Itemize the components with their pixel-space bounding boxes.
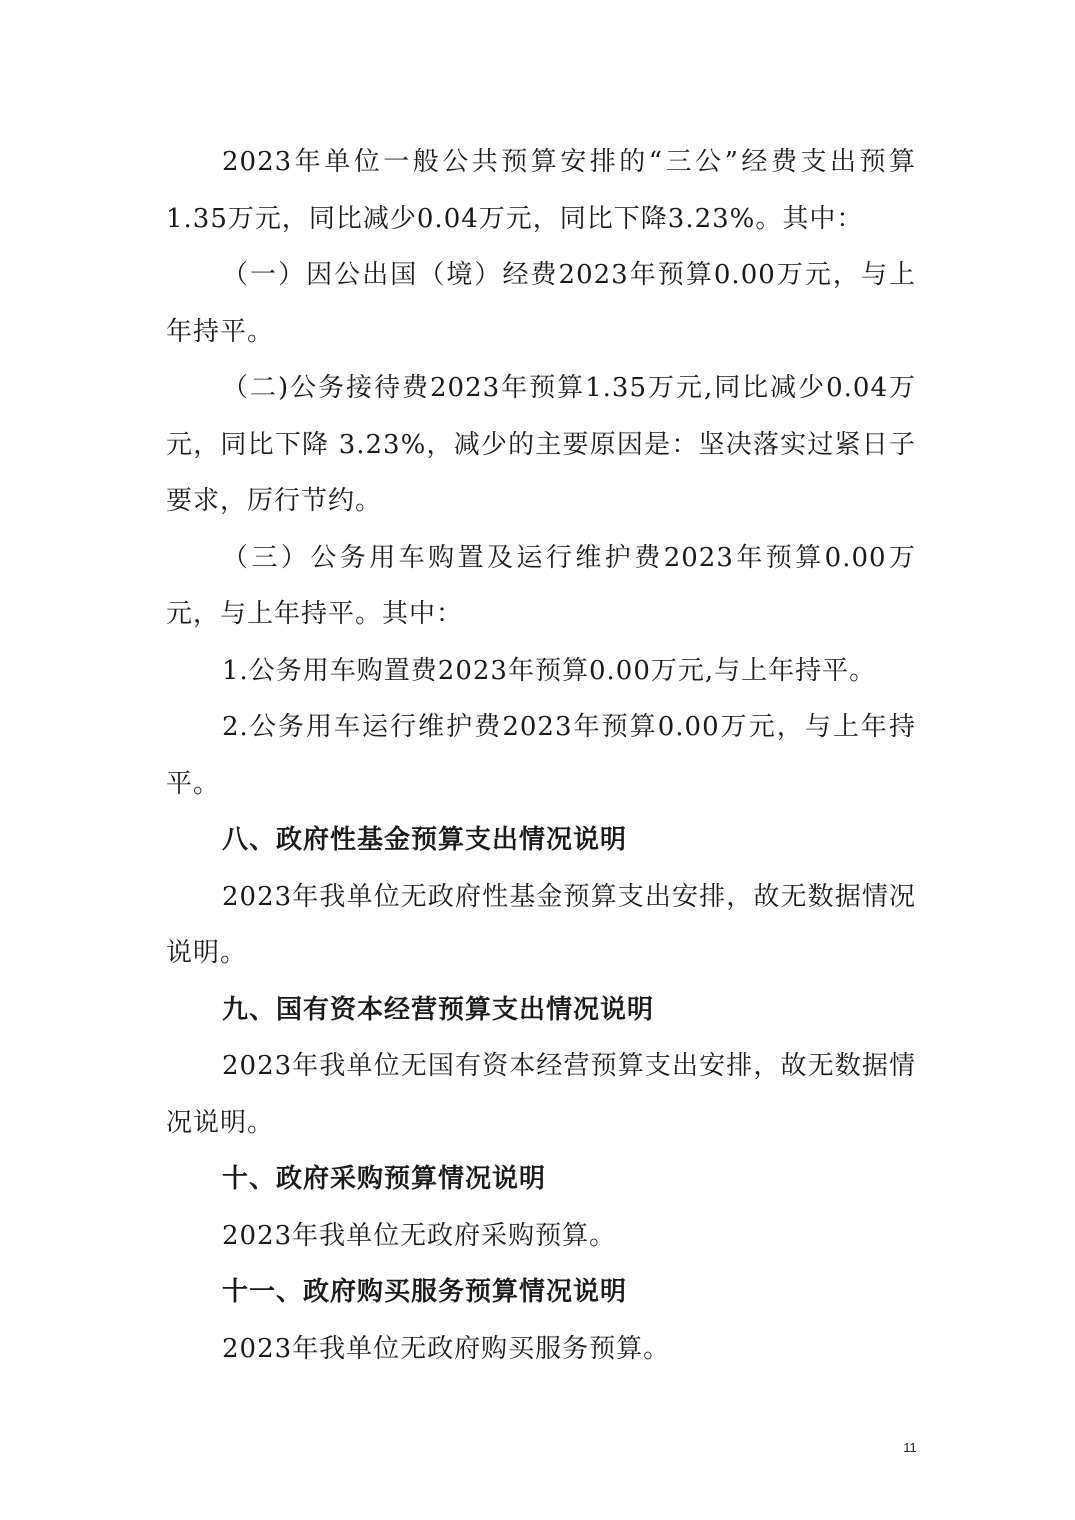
page-number: 11 (903, 1440, 917, 1455)
paragraph-three-public-total: 2023年单位一般公共预算安排的“三公”经费支出预算1.35万元，同比减少0.04万元，同比下降3.23%。其中： (166, 147, 916, 234)
section-heading-purchased-services: 十一、政府购买服务预算情况说明 (222, 1277, 628, 1307)
paragraph-overseas-travel: （一）因公出国（境）经费2023年预算0.00万元，与上年持平。 (166, 260, 916, 347)
paragraph-official-reception: （二)公务接待费2023年预算1.35万元,同比减少0.04万元，同比下降 3.23%，减少的主要原因是：坚决落实过紧日子要求，厉行节约。 (166, 373, 916, 516)
page-content (166, 134, 916, 1377)
section-heading-procurement: 十、政府采购预算情况说明 (222, 1164, 547, 1194)
section-text-purchased-services: 2023年我单位无政府购买服务预算。 (222, 1333, 671, 1364)
section-text-procurement: 2023年我单位无政府采购预算。 (222, 1220, 617, 1251)
section-heading-government-fund: 八、政府性基金预算支出情况说明 (222, 825, 628, 855)
paragraph-official-vehicles: （三）公务用车购置及运行维护费2023年预算0.00万元，与上年持平。其中： (166, 542, 916, 629)
paragraph-vehicle-maintenance: 2.公务用车运行维护费2023年预算0.00万元，与上年持平。 (166, 712, 916, 799)
paragraph-vehicle-purchase: 1.公务用车购置费2023年预算0.00万元,与上年持平。 (222, 655, 877, 686)
section-heading-state-capital: 九、国有资本经营预算支出情况说明 (222, 994, 655, 1025)
section-text-government-fund: 2023年我单位无政府性基金预算支出安排，故无数据情况说明。 (166, 881, 916, 968)
section-text-state-capital: 2023年我单位无国有资本经营预算支出安排，故无数据情况说明。 (166, 1051, 916, 1138)
